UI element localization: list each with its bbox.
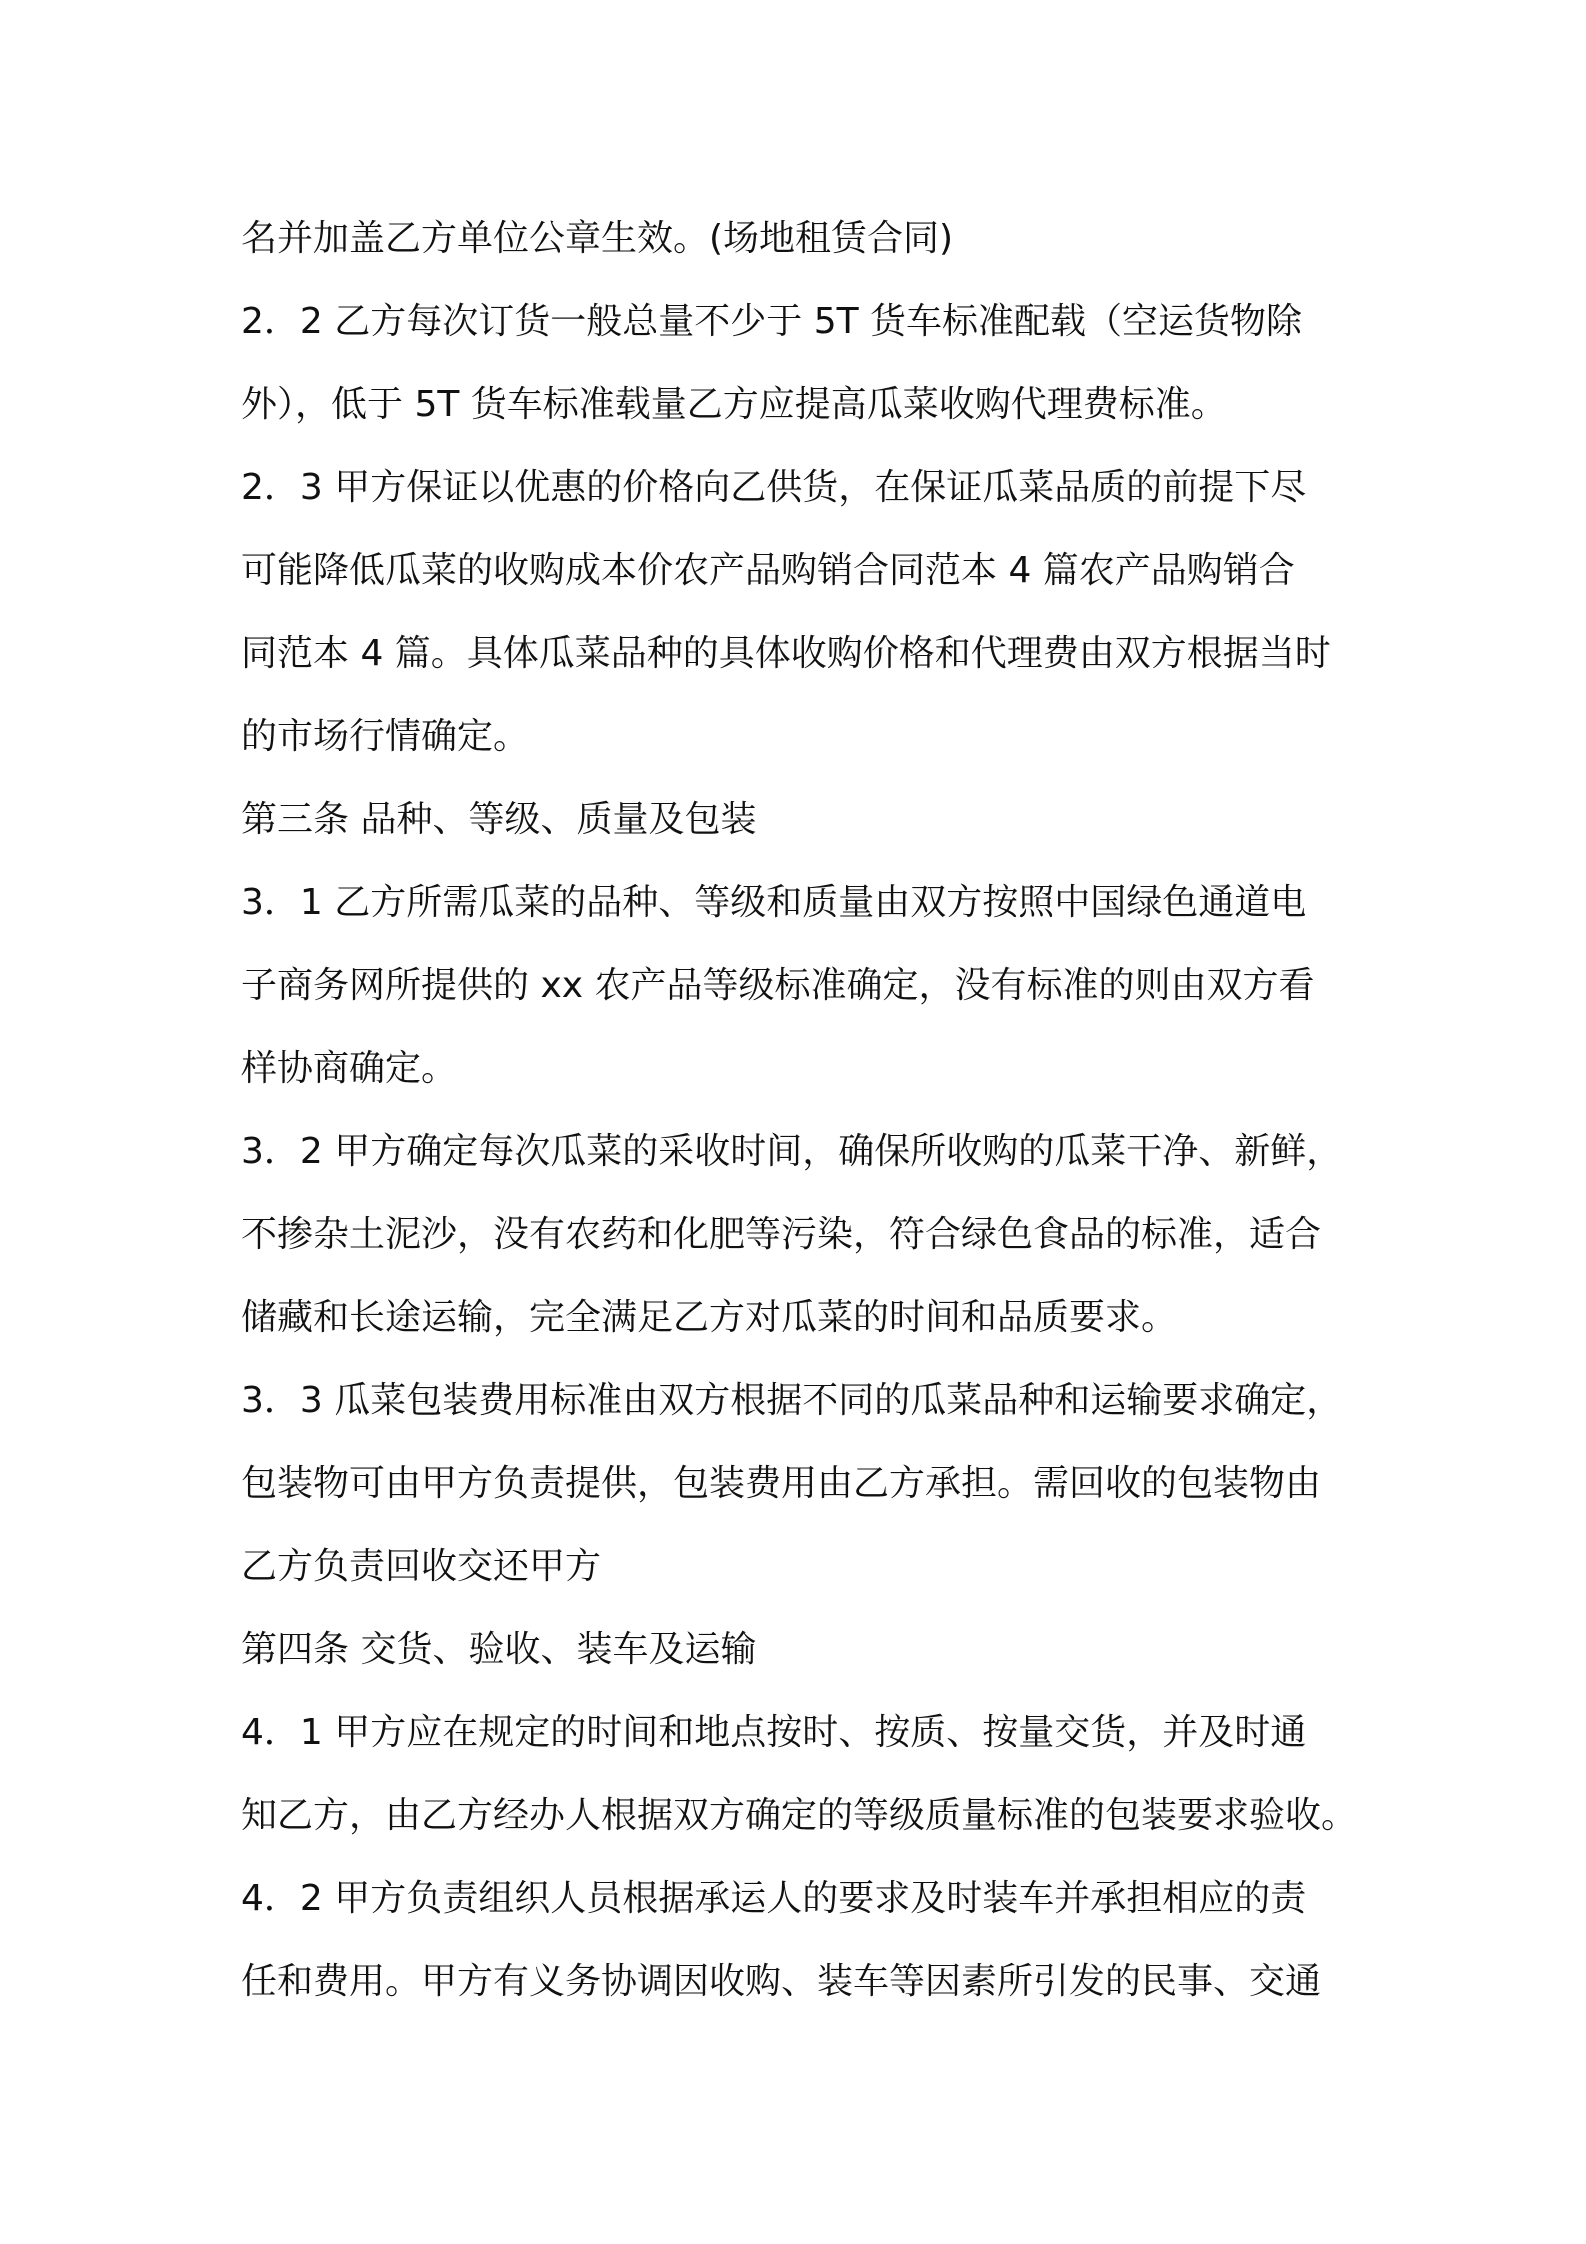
text-line: 储藏和长途运输，完全满足乙方对瓜菜的时间和品质要求。 [241, 1297, 1178, 1338]
section-heading: 第三条 品种、等级、质量及包装 [241, 799, 757, 840]
text-line: 2．3 甲方保证以优惠的价格向乙供货，在保证瓜菜品质的前提下尽 [241, 467, 1307, 508]
text-line: 3．1 乙方所需瓜菜的品种、等级和质量由双方按照中国绿色通道电 [241, 882, 1307, 923]
document-body [241, 197, 1371, 2023]
text-line: 外），低于 5T 货车标准载量乙方应提高瓜菜收购代理费标准。 [241, 384, 1227, 425]
text-line: 4．2 甲方负责组织人员根据承运人的要求及时装车并承担相应的责 [241, 1878, 1307, 1919]
text-line: 同范本 4 篇。具体瓜菜品种的具体收购价格和代理费由双方根据当时 [241, 633, 1331, 674]
section-heading: 第四条 交货、验收、装车及运输 [241, 1629, 757, 1670]
text-line: 可能降低瓜菜的收购成本价农产品购销合同范本 4 篇农产品购销合 [241, 550, 1295, 591]
text-line: 3．3 瓜菜包装费用标准由双方根据不同的瓜菜品种和运输要求确定， [241, 1380, 1343, 1421]
text-line: 知乙方，由乙方经办人根据双方确定的等级质量标准的包装要求验收。 [241, 1795, 1358, 1836]
text-line: 乙方负责回收交还甲方 [241, 1546, 602, 1587]
text-line: 3．2 甲方确定每次瓜菜的采收时间，确保所收购的瓜菜干净、新鲜， [241, 1131, 1343, 1172]
text-line: 样协商确定。 [241, 1048, 458, 1089]
text-line: 2．2 乙方每次订货一般总量不少于 5T 货车标准配载（空运货物除 [241, 301, 1303, 342]
text-line: 包装物可由甲方负责提供，包装费用由乙方承担。需回收的包装物由 [241, 1463, 1322, 1504]
text-line: 的市场行情确定。 [241, 716, 530, 757]
text-line: 不掺杂土泥沙，没有农药和化肥等污染，符合绿色食品的标准，适合 [241, 1214, 1322, 1255]
text-line: 名并加盖乙方单位公章生效。(场地租赁合同) [241, 218, 954, 259]
text-line: 任和费用。甲方有义务协调因收购、装车等因素所引发的民事、交通 [241, 1961, 1322, 2002]
text-line: 子商务网所提供的 xx 农产品等级标准确定，没有标准的则由双方看 [241, 965, 1315, 1006]
text-line: 4．1 甲方应在规定的时间和地点按时、按质、按量交货，并及时通 [241, 1712, 1307, 1753]
